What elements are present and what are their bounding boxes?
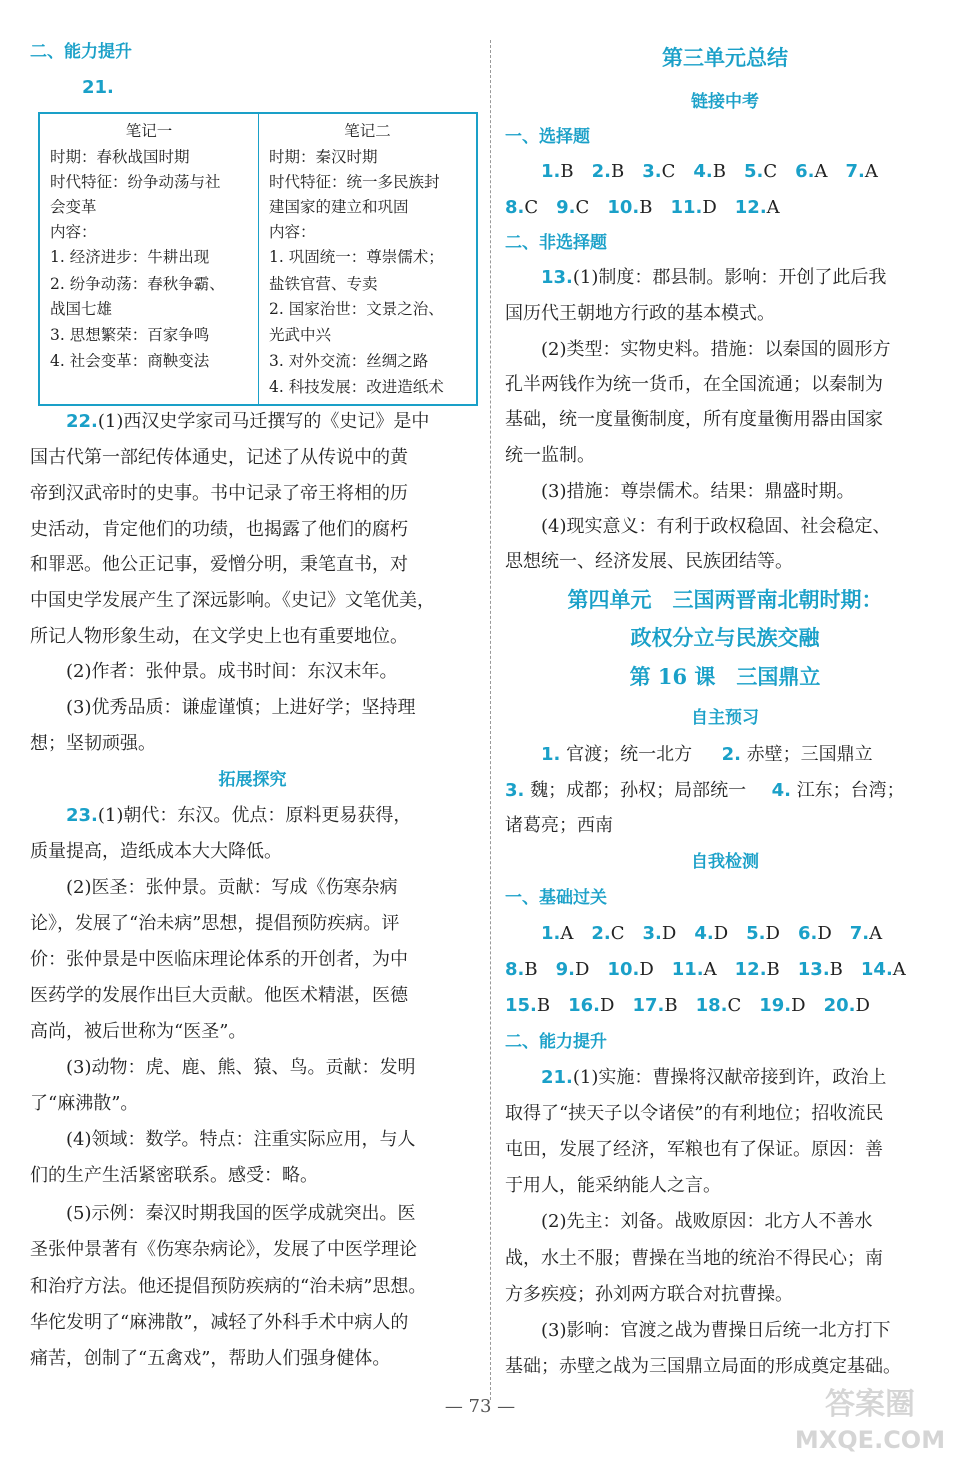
answer-choice: C [661,161,676,182]
note-line: 4. 科技发展：改进造纸术 [269,378,444,396]
answer-line: 基础；赤壁之战为三国鼎立局面的形成奠定基础。 [505,1356,901,1377]
answer-choice: D [817,923,832,944]
note-line: 内容： [269,223,316,241]
answer-item [607,196,652,220]
answer-line: 国古代第一部纪传体通史，记述了从传说中的黄 [30,447,408,468]
question-number: 1. [541,161,561,182]
answer-item [746,922,780,946]
answer-choice: D [791,995,806,1016]
answer-line: (2)医圣：张仲景。贡献：写成《伤寒杂病 [66,877,398,898]
note-two [259,114,476,404]
answer-line: 质量提高，造纸成本大大降低。 [30,841,282,862]
question-number: 2. [721,744,741,765]
answer-item [696,994,742,1018]
answer-item [541,160,574,184]
note-line: 战国七雄 [50,300,113,318]
question-number: 1. [541,923,561,944]
answer-line: 基础，统一度量衡制度，所有度量衡用器由国家 [505,409,883,430]
answer-line: 高尚，被后世称为“医圣”。 [30,1021,247,1042]
answer-item [556,196,589,220]
unit-summary-title: 第三单元总结 [662,45,788,70]
question-number: 17. [632,995,665,1016]
answer-line: 价：张仲景是中医临床理论体系的开创者，为中 [30,949,408,970]
answer-choice: A [892,959,906,980]
question-number: 9. [555,959,575,980]
answer-item [592,160,625,184]
answer-line [505,1066,945,1090]
answer-choice: B [664,995,678,1016]
question-number: 5. [743,161,764,182]
answer-choice: B [766,959,780,980]
answer-line: 统一监制。 [505,445,595,466]
question-number: 3. [642,161,662,182]
right-column [505,0,945,1464]
answer-item [505,958,538,982]
answer-choice: B [639,197,653,218]
answer-item [670,196,716,220]
subsection-heading: 自主预习 [691,708,759,728]
question-number: 6. [795,161,815,182]
answer-item [672,958,717,982]
question-number: 6. [797,923,818,944]
answer-choice: B [712,161,726,182]
question-number: 11. [671,959,704,980]
answer-item [591,922,624,946]
notes-table [38,112,478,406]
answer-line: 和罪恶。他公正记事，爱憎分明，秉笔直书，对 [30,554,408,575]
question-number: 14. [860,959,893,980]
answer-line: 了“麻沸散”。 [30,1093,139,1114]
answer-line: 史活动，肯定他们的功绩，也揭露了他们的腐朽 [30,519,408,540]
question-number: 5. [746,923,766,944]
note-line: 2. 国家治世：文景之治、 [269,300,444,318]
answer-choice: A [864,161,878,182]
question-number: 21. [82,77,114,98]
question-number: 3. [642,923,662,944]
column-divider [490,40,491,1400]
question-number: 18. [695,995,728,1016]
answer-choice: A [814,161,828,182]
answer-line: 取得了“挟天子以令诸侯”的有利地位；招收流民 [505,1103,884,1124]
question-number: 11. [670,197,703,218]
answer-line: 中国史学发展产生了深远影响。《史记》文笔优美， [30,590,435,611]
answer-line: (2)类型：实物史料。措施：以秦国的圆形方 [541,339,891,360]
answer-line: 诸葛亮；西南 [505,815,613,836]
subsection-heading: 拓展探究 [218,770,287,790]
question-number: 4. [694,923,714,944]
subsection-heading: 链接中考 [691,92,759,112]
answer-choice: C [610,923,625,944]
answer-row [505,958,945,982]
answer-item [568,994,614,1018]
answer-item [541,922,573,946]
answer-row [505,994,945,1018]
question-number: 2. [591,923,611,944]
question-number: 19. [759,995,792,1016]
note-line: 建国家的建立和巩固 [269,198,409,216]
answer-line: 论》，发展了“治未病”思想，提倡预防疾病。评 [30,913,400,934]
section-heading: 二、能力提升 [505,1032,607,1052]
answer-text: 官渡；统一北方 [566,744,693,765]
answer-choice: D [713,923,729,944]
question-number: 12. [734,197,767,218]
left-column [30,0,475,1464]
section-heading: 一、选择题 [505,127,590,147]
answer-choice: D [855,995,870,1016]
answer-choice: B [829,959,843,980]
answer-line: 华佗发明了“麻沸散”，减轻了外科手术中病人的 [30,1312,409,1333]
answer-item [850,922,882,946]
answer-text: 赤壁；三国鼎立 [746,744,873,765]
answer-choice: B [524,959,538,980]
answer-item [798,922,832,946]
note-heading: 笔记二 [344,122,391,140]
section-heading: 一、基础过关 [505,888,607,908]
lesson-title: 第 16 课 三国鼎立 [629,664,821,689]
answer-choice: C [763,161,778,182]
answer-line: (5)示例：秦汉时期我国的医学成就突出。医 [66,1203,416,1224]
answer-choice: B [610,161,625,182]
answer-item [735,958,780,982]
unit-title: 政权分立与民族交融 [630,625,820,650]
note-line: 时代特征：纷争动荡与社 [50,173,221,191]
question-number: 23. [66,805,98,826]
answer-line: 们的生产生活紧密联系。感受：略。 [30,1165,318,1186]
answer-line: (3)影响：官渡之战为曹操日后统一北方打下 [541,1320,891,1341]
note-line: 2. 纷争动荡：春秋争霸、 [50,275,225,293]
answer-text: (1)制度：郡县制。影响：开创了此后我 [572,267,887,288]
answer-text: (1)朝代：东汉。优点：原料更易获得， [97,805,412,826]
answer-item [861,958,906,982]
watermark-text: 答案圈 [825,1387,915,1422]
answer-item [846,160,878,184]
note-line: 3. 对外交流：丝绸之路 [269,352,429,370]
answer-item [735,196,780,220]
answer-choice: B [560,161,574,182]
note-line: 会变革 [50,198,97,216]
answer-line: 想；坚韧顽强。 [30,733,156,754]
note-line: 3. 思想繁荣：百家争鸣 [50,326,210,344]
answer-line [505,266,945,290]
question-number: 15. [505,995,537,1016]
answer-line [30,804,475,828]
answer-choice: D [574,959,590,980]
question-number: 3. [505,780,525,801]
note-heading: 笔记一 [125,122,173,140]
question-number: 2. [591,161,611,182]
answer-text: (1)实施：曹操将汉献帝接到许，政治上 [572,1067,887,1088]
question-number: 12. [734,959,767,980]
question-number: 21. [541,1067,573,1088]
answer-choice: A [703,959,717,980]
answer-line: 方多疾疫；孙刘两方联合对抗曹操。 [505,1284,793,1305]
note-line: 1. 巩固统一：尊崇儒术； [269,248,444,266]
question-number: 22. [66,411,98,432]
note-line: 光武中兴 [269,326,332,344]
answer-text: 魏；成都；孙权；局部统一 [530,780,747,801]
answer-item [505,994,550,1018]
answer-line: 于用人，能采纳能人之言。 [505,1175,721,1196]
answer-item [798,958,843,982]
answer-line: 所记人物形象生动，在文学史上也有重要地位。 [30,626,408,647]
question-number: 20. [823,995,856,1016]
answer-item [759,994,805,1018]
note-line: 内容： [50,223,97,241]
question-number: 13. [541,267,573,288]
answer-item [693,160,726,184]
answer-text: 江东；台湾； [796,780,905,801]
answer-row [505,196,945,220]
answer-item [795,160,827,184]
subsection-heading: 自我检测 [691,852,759,872]
answer-row [505,922,945,946]
answer-line: 帝到汉武帝时的史事。书中记录了帝王将相的历 [30,483,408,504]
answer-item [643,922,677,946]
answer-choice: A [560,923,574,944]
answer-choice: B [536,995,551,1016]
answer-item [505,196,538,220]
answer-choice: A [766,197,780,218]
answer-line: 圣张仲景著有《伤寒杂病论》，发展了中医学理论 [30,1239,417,1260]
answer-line: 思想统一、经济发展、民族团结等。 [505,551,793,572]
preview-line [505,779,945,803]
question-number: 16. [568,995,601,1016]
answer-line: (2)先主：刘备。战败原因：北方人不善水 [541,1211,873,1232]
note-line: 盐铁官营、专卖 [269,275,378,293]
page-number: — 73 — [444,1396,516,1417]
question-number: 13. [797,959,830,980]
answer-line: 痛苦，创制了“五禽戏”，帮助人们强身健体。 [30,1348,391,1369]
question-number: 1. [541,744,561,765]
watermark-logo [790,1380,950,1458]
question-number: 10. [607,959,640,980]
answer-line: (3)动物：虎、鹿、熊、猿、鸟。贡献：发明 [66,1057,416,1078]
answer-line: 医药学的发展作出巨大贡献。他医术精湛，医德 [30,985,408,1006]
answer-item [642,160,675,184]
answer-line: 孔半两钱作为统一货币，在全国流通；以秦制为 [505,374,883,395]
answer-choice: D [765,923,780,944]
section-heading: 二、非选择题 [505,233,607,253]
answer-choice: A [869,923,883,944]
answer-choice: D [600,995,615,1016]
answer-choice: D [639,959,654,980]
preview-line [505,743,945,767]
answer-line: 屯田，发展了经济，军粮也有了保证。原因：善 [505,1139,883,1160]
question-number: 8. [505,959,525,980]
answer-choice: C [524,197,539,218]
answer-line [30,410,475,434]
question-number: 4. [693,161,713,182]
answer-item [632,994,677,1018]
answer-text: (1)西汉史学家司马迁撰写的《史记》是中 [97,411,430,432]
answer-item [556,958,590,982]
note-line: 时期：春秋战国时期 [50,148,190,166]
note-line: 4. 社会变革：商鞅变法 [50,352,210,370]
question-number: 9. [556,197,576,218]
answer-line: (3)优秀品质：谦虚谨慎；上进好学；坚持理 [66,697,416,718]
answer-choice: D [702,197,717,218]
note-line: 时期：秦汉时期 [269,148,378,166]
answer-row [505,160,945,184]
answer-item [744,160,777,184]
section-heading: 二、能力提升 [30,42,132,62]
answer-line: 国历代王朝地方行政的基本模式。 [505,303,775,324]
answer-item [607,958,653,982]
note-one [40,114,259,404]
answer-choice: C [575,197,590,218]
question-number: 7. [845,161,865,182]
answer-choice: D [661,923,677,944]
answer-line: (4)领域：数学。特点：注重实际应用，与人 [66,1129,416,1150]
answer-line: 战，水土不服；曹操在当地的统治不得民心；南 [505,1248,883,1269]
answer-line: 和治疗方法。他还提倡预防疾病的“治未病”思想。 [30,1276,427,1297]
note-line: 1. 经济进步：牛耕出现 [50,248,210,266]
question-number: 4. [771,780,791,801]
unit-title: 第四单元 三国两晋南北朝时期： [567,587,883,612]
answer-line: (2)作者：张仲景。成书时间：东汉末年。 [66,661,398,682]
answer-item [824,994,870,1018]
watermark-url: MXQE.COM [794,1426,946,1454]
answer-line: (3)措施：尊崇儒术。结果：鼎盛时期。 [541,481,855,502]
answer-choice: C [727,995,742,1016]
question-number: 10. [607,197,640,218]
answer-line: (4)现实意义：有利于政权稳固、社会稳定、 [541,516,891,537]
question-number: 8. [505,197,525,218]
question-number: 7. [849,923,870,944]
note-line: 时代特征：统一多民族封 [269,173,440,191]
answer-item [694,922,728,946]
